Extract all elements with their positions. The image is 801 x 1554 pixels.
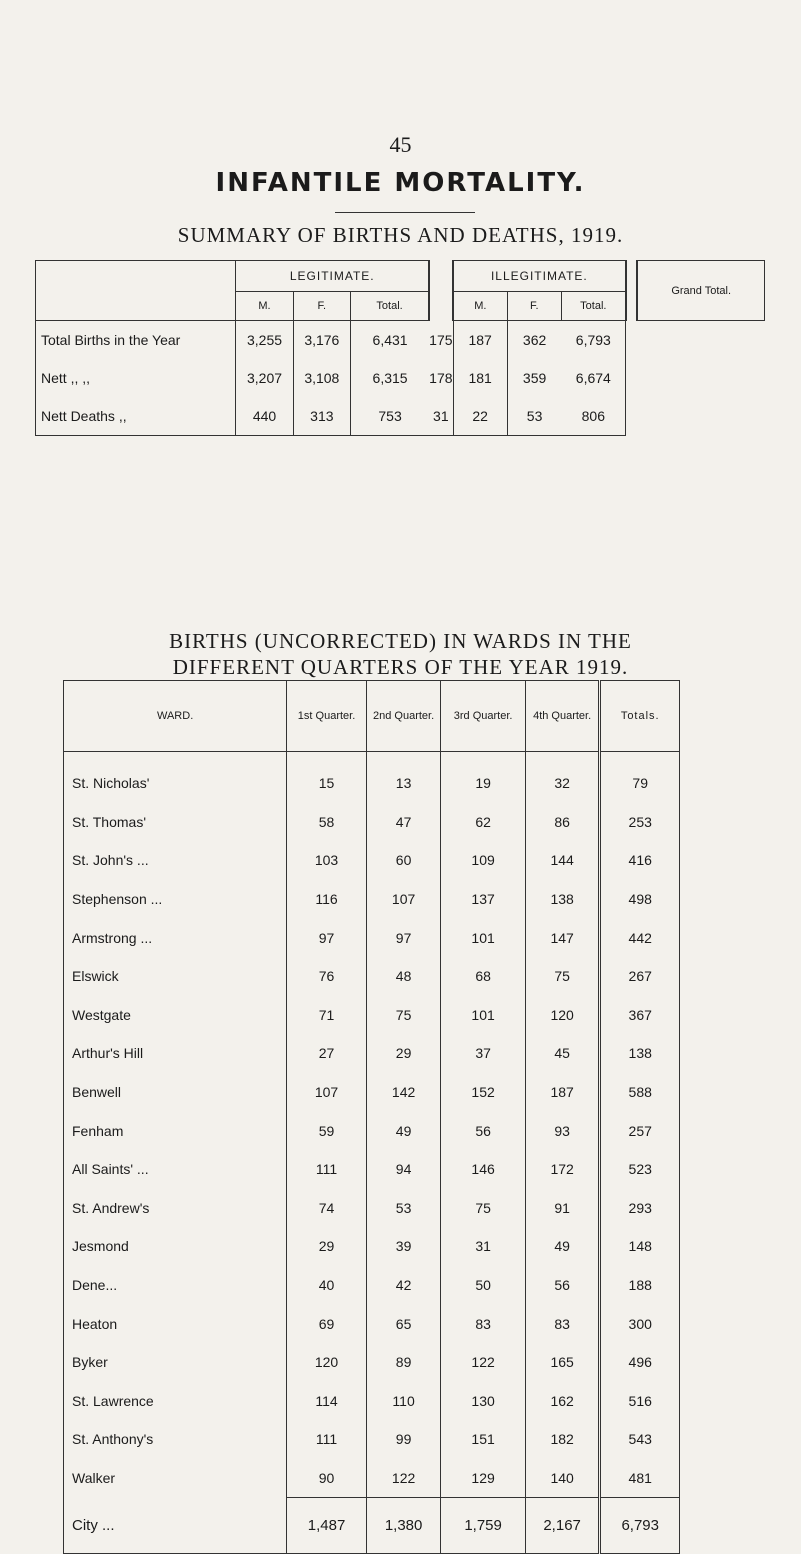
cell: 293 xyxy=(600,1189,680,1228)
ward-name: Heaton xyxy=(64,1304,287,1343)
cell: 130 xyxy=(441,1382,525,1421)
cell: 48 xyxy=(366,957,441,996)
cell: 6,431 xyxy=(372,332,408,348)
table-row xyxy=(64,1266,680,1305)
cell: 753 xyxy=(351,397,430,436)
table-row xyxy=(64,880,680,919)
cell: 138 xyxy=(600,1034,680,1073)
total-all: 6,793 xyxy=(600,1498,680,1554)
ward-name: St. Thomas' xyxy=(64,803,287,842)
total-q2: 1,380 xyxy=(366,1498,441,1554)
cell: 101 xyxy=(441,918,525,957)
cell: 107 xyxy=(366,880,441,919)
cell: 187 xyxy=(453,321,507,360)
cell: 101 xyxy=(441,996,525,1035)
cell: 146 xyxy=(441,1150,525,1189)
q3-header: 3rd Quarter. xyxy=(441,681,525,752)
q4-header: 4th Quarter. xyxy=(525,681,600,752)
cell: 3,176 xyxy=(293,321,350,360)
row-label: Nett Deaths ,, xyxy=(36,397,236,436)
total-q3: 1,759 xyxy=(441,1498,525,1554)
row-label: Nett ,, ,, xyxy=(36,359,236,397)
illegit-total-header: Total. xyxy=(561,292,625,321)
cell: 19 xyxy=(441,752,525,803)
grand-total-header: Grand Total. xyxy=(637,261,764,321)
table-row xyxy=(64,996,680,1035)
table-row xyxy=(64,803,680,842)
cell: 83 xyxy=(525,1304,600,1343)
summary-table xyxy=(35,260,765,436)
cell: 481 xyxy=(600,1459,680,1498)
title-divider xyxy=(335,212,475,213)
cell: 144 xyxy=(525,841,600,880)
cell: 498 xyxy=(600,880,680,919)
cell: 543 xyxy=(600,1420,680,1459)
cell: 50 xyxy=(441,1266,525,1305)
cell: 122 xyxy=(441,1343,525,1382)
table-row xyxy=(64,1150,680,1189)
cell: 89 xyxy=(366,1343,441,1382)
ward-name: St. Anthony's xyxy=(64,1420,287,1459)
cell: 523 xyxy=(600,1150,680,1189)
ward-name: Westgate xyxy=(64,996,287,1035)
cell: 40 xyxy=(287,1266,367,1305)
cell: 496 xyxy=(600,1343,680,1382)
cell: 147 xyxy=(525,918,600,957)
cell: 3,255 xyxy=(236,321,293,360)
table-row xyxy=(64,841,680,880)
cell: 71 xyxy=(287,996,367,1035)
total-label xyxy=(64,1498,287,1554)
cell: 182 xyxy=(525,1420,600,1459)
cell: 27 xyxy=(287,1034,367,1073)
q1-header: 1st Quarter. xyxy=(287,681,367,752)
legitimate-header: LEGITIMATE. xyxy=(236,261,429,292)
cell: 142 xyxy=(366,1073,441,1112)
row-label: Total Births in the Year xyxy=(36,321,236,360)
cell: 97 xyxy=(287,918,367,957)
cell: 6,315 xyxy=(372,370,408,386)
cell: 257 xyxy=(600,1111,680,1150)
wards-title xyxy=(0,628,801,680)
cell: 75 xyxy=(366,996,441,1035)
page-number: 45 xyxy=(389,132,412,157)
cell: 416 xyxy=(600,841,680,880)
ward-name: Byker xyxy=(64,1343,287,1382)
legit-f-header: F. xyxy=(293,292,350,321)
legit-m-header: M. xyxy=(236,292,293,321)
cell: 58 xyxy=(287,803,367,842)
ward-name: Jesmond xyxy=(64,1227,287,1266)
table-row xyxy=(64,918,680,957)
cell: 107 xyxy=(287,1073,367,1112)
table-row xyxy=(64,1304,680,1343)
page-title: INFANTILE MORTALITY. xyxy=(215,168,586,198)
cell: 120 xyxy=(287,1343,367,1382)
cell: 45 xyxy=(525,1034,600,1073)
cell: 29 xyxy=(287,1227,367,1266)
cell: 367 xyxy=(600,996,680,1035)
ward-name: Benwell xyxy=(64,1073,287,1112)
cell: 49 xyxy=(366,1111,441,1150)
table-row xyxy=(64,1343,680,1382)
cell: 3,207 xyxy=(236,359,293,397)
cell: 29 xyxy=(366,1034,441,1073)
ward-name: Arthur's Hill xyxy=(64,1034,287,1073)
table-row xyxy=(64,1034,680,1073)
cell: 32 xyxy=(525,752,600,803)
cell: 13 xyxy=(366,752,441,803)
cell: 110 xyxy=(366,1382,441,1421)
total-row xyxy=(64,1498,680,1554)
table-row xyxy=(36,321,765,360)
cell: 440 xyxy=(236,397,293,436)
cell: 6,793 xyxy=(561,321,625,360)
cell: 79 xyxy=(600,752,680,803)
ward-name: Dene... xyxy=(64,1266,287,1305)
cell: 60 xyxy=(366,841,441,880)
cell: 56 xyxy=(525,1266,600,1305)
cell: 187 xyxy=(525,1073,600,1112)
ward-name: St. Lawrence xyxy=(64,1382,287,1421)
cell: 300 xyxy=(600,1304,680,1343)
cell: 140 xyxy=(525,1459,600,1498)
cell: 114 xyxy=(287,1382,367,1421)
cell: 53 xyxy=(507,397,561,436)
cell: 39 xyxy=(366,1227,441,1266)
ward-header: WARD. xyxy=(64,681,287,752)
cell: 83 xyxy=(441,1304,525,1343)
table-row xyxy=(64,752,680,803)
wards-title-line-1: BIRTHS (UNCORRECTED) IN WARDS IN THE xyxy=(169,629,632,653)
cell: 172 xyxy=(525,1150,600,1189)
legit-total-header: Total. xyxy=(351,292,430,321)
cell: 178 xyxy=(429,359,453,397)
table-row xyxy=(64,1189,680,1228)
cell: 15 xyxy=(287,752,367,803)
table-row xyxy=(36,359,765,397)
cell: 90 xyxy=(287,1459,367,1498)
total-q4: 2,167 xyxy=(525,1498,600,1554)
cell: 109 xyxy=(441,841,525,880)
illegit-m-header: M. xyxy=(453,292,507,321)
cell: 75 xyxy=(441,1189,525,1228)
cell: 99 xyxy=(366,1420,441,1459)
cell: 49 xyxy=(525,1227,600,1266)
cell: 188 xyxy=(600,1266,680,1305)
cell: 76 xyxy=(287,957,367,996)
cell: 75 xyxy=(525,957,600,996)
cell: 74 xyxy=(287,1189,367,1228)
cell: 162 xyxy=(525,1382,600,1421)
cell: 59 xyxy=(287,1111,367,1150)
cell: 42 xyxy=(366,1266,441,1305)
cell: 137 xyxy=(441,880,525,919)
cell: 267 xyxy=(600,957,680,996)
cell: 22 xyxy=(453,397,507,436)
cell: 181 xyxy=(453,359,507,397)
total-q1: 1,487 xyxy=(287,1498,367,1554)
ward-name: St. Andrew's xyxy=(64,1189,287,1228)
cell: 253 xyxy=(600,803,680,842)
cell: 120 xyxy=(525,996,600,1035)
wards-title-line-2: DIFFERENT QUARTERS OF THE YEAR 1919. xyxy=(172,655,629,679)
cell: 806 xyxy=(561,397,625,436)
ward-name: All Saints' ... xyxy=(64,1150,287,1189)
cell: 362 xyxy=(522,332,547,348)
cell: 111 xyxy=(287,1420,367,1459)
cell: 65 xyxy=(366,1304,441,1343)
cell: 122 xyxy=(366,1459,441,1498)
cell: 151 xyxy=(441,1420,525,1459)
cell: 93 xyxy=(525,1111,600,1150)
cell: 148 xyxy=(600,1227,680,1266)
cell: 103 xyxy=(287,841,367,880)
cell: 175 xyxy=(429,321,453,360)
total-label-text: City ... xyxy=(72,1517,115,1535)
illegit-f-header: F. xyxy=(507,292,561,321)
cell: 91 xyxy=(525,1189,600,1228)
table-row xyxy=(64,957,680,996)
table-row xyxy=(64,1227,680,1266)
cell: 86 xyxy=(525,803,600,842)
double-rule xyxy=(429,261,453,321)
cell: 62 xyxy=(441,803,525,842)
summary-title: SUMMARY OF BIRTHS AND DEATHS, 1919. xyxy=(177,223,624,247)
cell: 37 xyxy=(441,1034,525,1073)
table-row xyxy=(64,1420,680,1459)
cell: 68 xyxy=(441,957,525,996)
table-row xyxy=(64,1459,680,1498)
table-row xyxy=(64,1073,680,1112)
ward-name: Fenham xyxy=(64,1111,287,1150)
double-rule xyxy=(626,261,638,321)
cell: 69 xyxy=(287,1304,367,1343)
cell: 56 xyxy=(441,1111,525,1150)
ward-name: St. John's ... xyxy=(64,841,287,880)
wards-table xyxy=(63,680,680,1554)
cell: 47 xyxy=(366,803,441,842)
ward-name: St. Nicholas' xyxy=(64,752,287,803)
table-row xyxy=(64,1111,680,1150)
cell: 129 xyxy=(441,1459,525,1498)
cell: 516 xyxy=(600,1382,680,1421)
cell: 3,108 xyxy=(293,359,350,397)
cell: 116 xyxy=(287,880,367,919)
cell: 6,674 xyxy=(561,359,625,397)
illegitimate-header: ILLEGITIMATE. xyxy=(453,261,626,292)
ward-name: Armstrong ... xyxy=(64,918,287,957)
cell: 588 xyxy=(600,1073,680,1112)
cell: 111 xyxy=(287,1150,367,1189)
cell: 31 xyxy=(441,1227,525,1266)
totals-header: Totals. xyxy=(600,681,680,752)
cell: 313 xyxy=(293,397,350,436)
cell: 97 xyxy=(366,918,441,957)
cell: 94 xyxy=(366,1150,441,1189)
q2-header: 2nd Quarter. xyxy=(366,681,441,752)
table-row xyxy=(64,1382,680,1421)
cell: 359 xyxy=(522,370,547,386)
ward-name: Walker xyxy=(64,1459,287,1498)
cell: 152 xyxy=(441,1073,525,1112)
cell: 138 xyxy=(525,880,600,919)
cell: 53 xyxy=(366,1189,441,1228)
summary-corner xyxy=(36,261,236,321)
cell: 165 xyxy=(525,1343,600,1382)
ward-name: Stephenson ... xyxy=(64,880,287,919)
ward-name: Elswick xyxy=(64,957,287,996)
table-row xyxy=(36,397,765,436)
cell: 442 xyxy=(600,918,680,957)
cell: 31 xyxy=(429,397,453,436)
